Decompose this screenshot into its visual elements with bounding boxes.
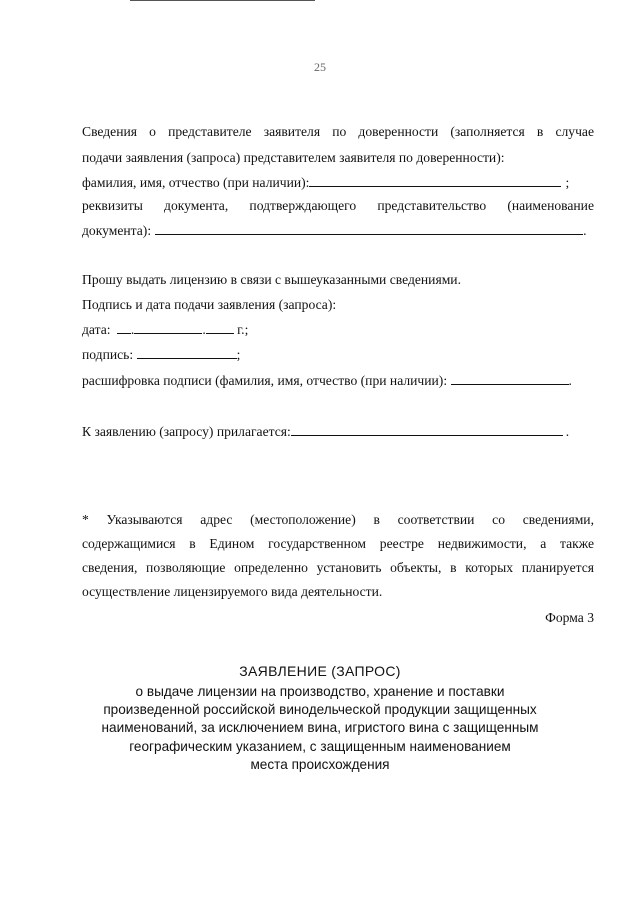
representative-line-2: подачи заявления (запроса) представителем заявителя по доверенности): [82,150,505,165]
attachment-label: К заявлению (запросу) прилагается: [82,424,291,439]
decoding-label: расшифровка подписи (фамилия, имя, отчество (при наличии): [82,373,448,388]
requisites-line-1: реквизиты документа, подтверждающего представительство (наименование [82,198,594,213]
form3-line-4: географическим указанием, с защищенным наименованием [129,739,511,754]
requisites-row [82,222,587,239]
date-row [82,321,248,338]
page-number: 25 [314,60,326,74]
signature-date-heading: Подпись и дата подачи заявления (запроса): [82,297,337,312]
signature-end: ; [236,347,241,362]
signature-label: подпись: [82,347,134,362]
date-month-field[interactable] [134,321,202,334]
form3-line-1: о выдаче лицензии на производство, хранение и поставки [135,684,505,699]
form3-line-2: произведенной российской винодельческой продукции защищенных [103,702,537,717]
date-label: дата: [82,322,111,337]
date-year-suffix: г.; [237,322,249,337]
attachment-field[interactable] [291,423,563,436]
date-day-field[interactable] [117,321,131,334]
requisites-field[interactable] [155,222,583,235]
footnote-line-1: * Указываются адрес (местоположение) в соответствии со сведениями, [82,512,594,527]
decoding-field[interactable] [451,372,569,385]
date-dot-2: . [202,322,206,337]
form3-line-3: наименований, за исключением вина, игристого вина с защищенным [101,720,539,735]
fio-label: фамилия, имя, отчество (при наличии): [82,175,310,190]
form3-title: ЗАЯВЛЕНИЕ (ЗАПРОС) [239,663,401,679]
signature-row [82,346,240,363]
footnote-line-2: содержащимися в Едином государственном реестре недвижимости, а также [82,536,594,551]
representative-line-1: Сведения о представителе заявителя по доверенности (заполняется в случае [82,124,594,139]
requisites-label: документа): [82,223,152,238]
date-dot-1: . [130,322,135,337]
attachment-row [82,423,569,440]
representative-fio-row [82,174,569,191]
decoding-end: . [568,373,572,388]
footnote-line-4: осуществление лицензируемого вида деятельности. [82,584,383,599]
form3-line-5: места происхождения [250,757,390,772]
requisites-end: . [583,223,587,238]
top-border-line [130,0,315,1]
attachment-end: . [565,424,570,439]
footnote-line-3: сведения, позволяющие определенно установить объекты, в которых планируется [82,560,594,575]
fio-field[interactable] [309,174,561,187]
signature-field[interactable] [137,346,237,359]
fio-end: ; [565,175,570,190]
request-line: Прошу выдать лицензию в связи с вышеуказанными сведениями. [82,272,461,287]
decoding-row [82,372,572,389]
date-year-field[interactable] [206,321,234,334]
form-label: Форма 3 [545,610,594,625]
